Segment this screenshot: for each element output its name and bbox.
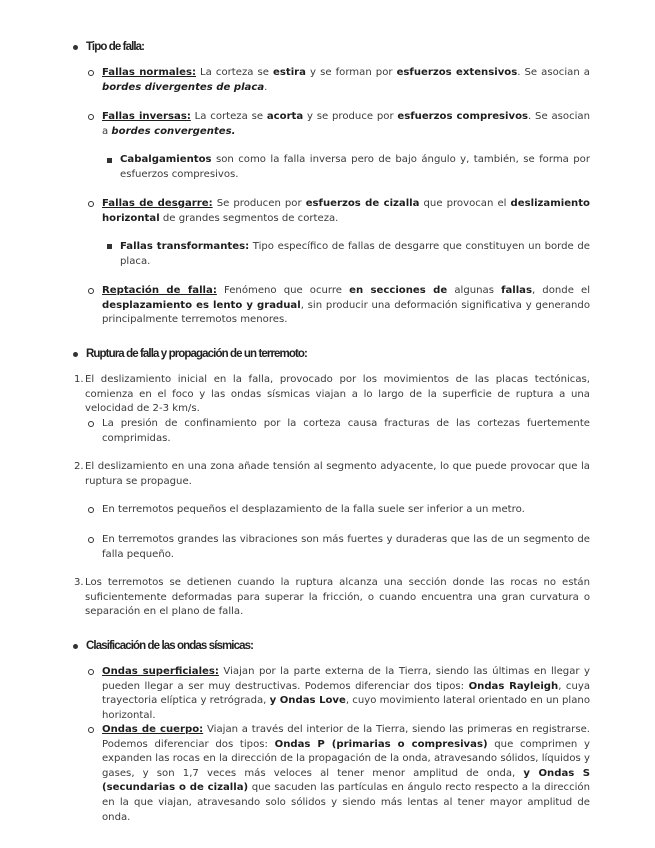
circle-bullet-icon bbox=[88, 288, 94, 294]
bullet-icon bbox=[73, 352, 78, 357]
ondas-superficiales-item: Ondas superficiales: Viajan por la parte externa de la Tierra, siendo las últimas en llegar y pueden llegar a ser muy destructivas. Podemos diferenciar dos tipos: Ondas Rayleigh, cuya trayectoria elíptica y retrógrada, y Ondas Love, cuyo movimiento lateral orientado en un plano horizontal. bbox=[102, 666, 591, 721]
circle-bullet-icon bbox=[88, 70, 94, 76]
ruptura-step-2-sub-b: En terremotos grandes las vibraciones son más fuertes y duraderas que las de un segmento de falla pequeño. bbox=[102, 534, 590, 560]
reptacion-falla-item: Reptación de falla: Fenómeno que ocurre en secciones de algunas fallas, donde el desplazamiento es lento y gradual, sin producir una deformación significativa y generando principalmente terremotos menores. bbox=[102, 285, 591, 326]
bullet-icon bbox=[73, 45, 78, 50]
circle-bullet-icon bbox=[88, 201, 94, 207]
circle-bullet-icon bbox=[88, 727, 94, 733]
fallas-transformantes-item: Fallas transformantes: Tipo específico de fallas de desgarre que constituyen un borde de placa. bbox=[120, 241, 590, 267]
circle-bullet-icon bbox=[88, 507, 94, 513]
square-bullet-icon bbox=[107, 244, 112, 249]
list-number: 3. bbox=[74, 577, 84, 588]
fallas-inversas-item: Fallas inversas: La corteza se acorta y se produce por esfuerzos compresivos. Se asocian a bordes convergentes. bbox=[102, 111, 591, 137]
section-heading-tipo-falla: Tipo de falla: bbox=[86, 41, 145, 53]
bullet-icon bbox=[73, 644, 78, 649]
ruptura-step-1: El deslizamiento inicial en la falla, provocado por los movimientos de las placas tectónicas, comienza en el foco y las ondas sísmicas viajan a lo largo de la superficie de ruptura a una velocidad de 2-3 km/s. bbox=[85, 374, 590, 415]
ruptura-step-2: El deslizamiento en una zona añade tensión al segmento adyacente, lo que puede provocar que la ruptura se propague. bbox=[85, 461, 590, 487]
fallas-desgarre-item: Fallas de desgarre: Se producen por esfuerzos de cizalla que provocan el deslizamiento horizontal de grandes segmentos de corteza. bbox=[102, 198, 590, 224]
fallas-normales-item: Fallas normales: La corteza se estira y se forman por esfuerzos extensivos. Se asocian a bordes divergentes de placa. bbox=[102, 67, 590, 93]
ondas-cuerpo-item: Ondas de cuerpo: Viajan a través del interior de la Tierra, siendo las primeras en registrarse. Podemos diferenciar dos tipos: Ondas P (primarias o compresivas) que comprimen y expanden las rocas en la dirección de la propagación de la onda, atravesando sólidos, líquidos y gases, y son 1,7 veces más veloces al tener menor amplitud de onda, y Ondas S (secundarias o de cizalla) que sacuden las partículas en ángulo recto respecto a la dirección en la que viajan, atravesando solo sólidos y siendo más lentas al tener mayor amplitud de onda. bbox=[102, 724, 591, 823]
cabalgamientos-item: Cabalgamientos son como la falla inversa pero de bajo ángulo y, también, se forma por esfuerzos compresivos. bbox=[120, 154, 590, 180]
ruptura-step-1-sub: La presión de confinamiento por la corteza causa fracturas de las cortezas fuertemente comprimidas. bbox=[102, 418, 590, 444]
section-heading-ruptura: Ruptura de falla y propagación de un terremoto: bbox=[86, 348, 307, 360]
circle-bullet-icon bbox=[88, 421, 94, 427]
circle-bullet-icon bbox=[88, 669, 94, 675]
circle-bullet-icon bbox=[88, 114, 94, 120]
ruptura-step-2-sub-a: En terremotos pequeños el desplazamiento de la falla suele ser inferior a un metro. bbox=[102, 504, 525, 515]
circle-bullet-icon bbox=[88, 537, 94, 543]
ruptura-step-3: Los terremotos se detienen cuando la ruptura alcanza una sección donde las rocas no están suficientemente deformadas para superar la fricción, o cuando encuentra una gran curvatura o separación en el plano de falla. bbox=[85, 577, 590, 618]
square-bullet-icon bbox=[107, 158, 112, 163]
list-number: 1. bbox=[74, 374, 84, 385]
section-heading-ondas: Clasificación de las ondas sísmicas: bbox=[86, 640, 254, 652]
list-number: 2. bbox=[74, 461, 84, 472]
